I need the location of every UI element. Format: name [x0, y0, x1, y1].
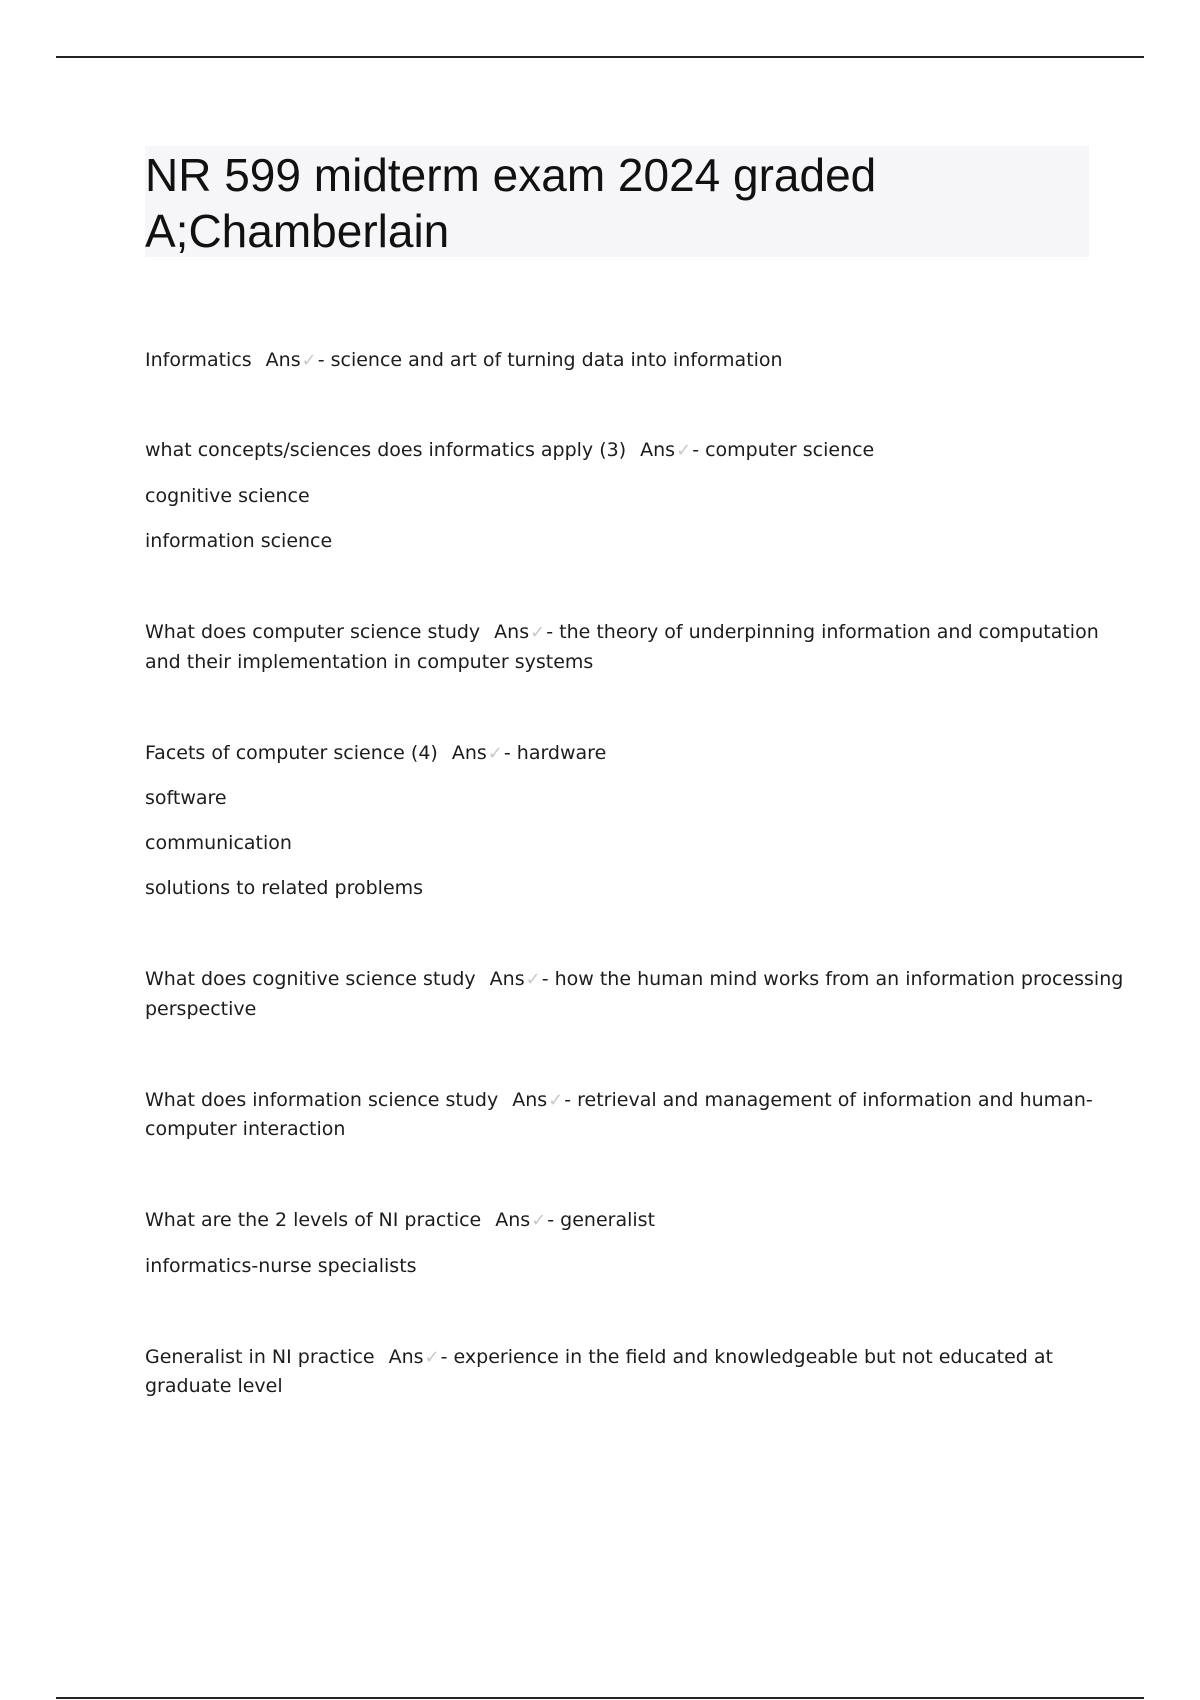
qa-item — [145, 1086, 1095, 1115]
answer-line: cognitive science — [145, 485, 310, 507]
question-text: What does computer science study — [145, 621, 481, 643]
checkmark-icon: ✓ — [424, 1347, 440, 1368]
answer-line: communication — [145, 832, 292, 854]
qa-item — [145, 1343, 1095, 1372]
question-text: What does cognitive science study — [145, 968, 476, 990]
question-text: What are the 2 levels of NI practice — [145, 1209, 482, 1231]
answer-text: - retrieval and management of information and human- — [564, 1089, 1093, 1111]
checkmark-icon: ✓ — [525, 969, 541, 990]
answer-text: - computer science — [692, 439, 875, 461]
answer-text: - the theory of underpinning information and computation — [546, 621, 1099, 643]
answer-continuation: and their implementation in computer systems — [145, 651, 594, 673]
qa-item — [145, 965, 1124, 994]
question-text: Informatics — [145, 349, 252, 371]
qa-item — [145, 1206, 1095, 1235]
ans-label: Ans — [495, 1209, 531, 1231]
ans-label: Ans — [451, 742, 487, 764]
answer-line: solutions to related problems — [145, 877, 424, 899]
answer-text: - generalist — [547, 1209, 656, 1231]
checkmark-icon: ✓ — [487, 743, 503, 764]
answer-text: - hardware — [503, 742, 607, 764]
answer-line: informatics-nurse specialists — [145, 1255, 417, 1277]
question-text: Generalist in NI practice — [145, 1346, 375, 1368]
ans-label: Ans — [640, 439, 676, 461]
ans-label: Ans — [265, 349, 301, 371]
answer-line: software — [145, 787, 227, 809]
answer-continuation: computer interaction — [145, 1118, 346, 1140]
question-text: what concepts/sciences does informatics apply (3) — [145, 439, 627, 461]
document-title: NR 599 midterm exam 2024 graded A;Chamberlain — [145, 149, 877, 257]
answer-line: information science — [145, 530, 333, 552]
qa-item — [145, 618, 1099, 647]
answer-continuation: graduate level — [145, 1375, 283, 1397]
checkmark-icon: ✓ — [301, 350, 317, 371]
bottom-rule — [56, 1697, 1144, 1699]
answer-continuation: perspective — [145, 998, 257, 1020]
answer-text: - how the human mind works from an information processing — [541, 968, 1124, 990]
ans-label: Ans — [494, 621, 530, 643]
checkmark-icon: ✓ — [548, 1090, 564, 1111]
qa-item — [145, 739, 1095, 768]
answer-text: - science and art of turning data into information — [317, 349, 783, 371]
question-text: Facets of computer science (4) — [145, 742, 438, 764]
checkmark-icon: ✓ — [531, 1210, 547, 1231]
answer-text: - experience in the field and knowledgeable but not educated at — [440, 1346, 1053, 1368]
ans-label: Ans — [388, 1346, 424, 1368]
qa-item — [145, 436, 1095, 465]
qa-item — [145, 346, 1095, 375]
checkmark-icon: ✓ — [676, 440, 692, 461]
checkmark-icon: ✓ — [530, 622, 546, 643]
top-rule — [56, 56, 1144, 58]
ans-label: Ans — [489, 968, 525, 990]
ans-label: Ans — [512, 1089, 548, 1111]
question-text: What does information science study — [145, 1089, 499, 1111]
